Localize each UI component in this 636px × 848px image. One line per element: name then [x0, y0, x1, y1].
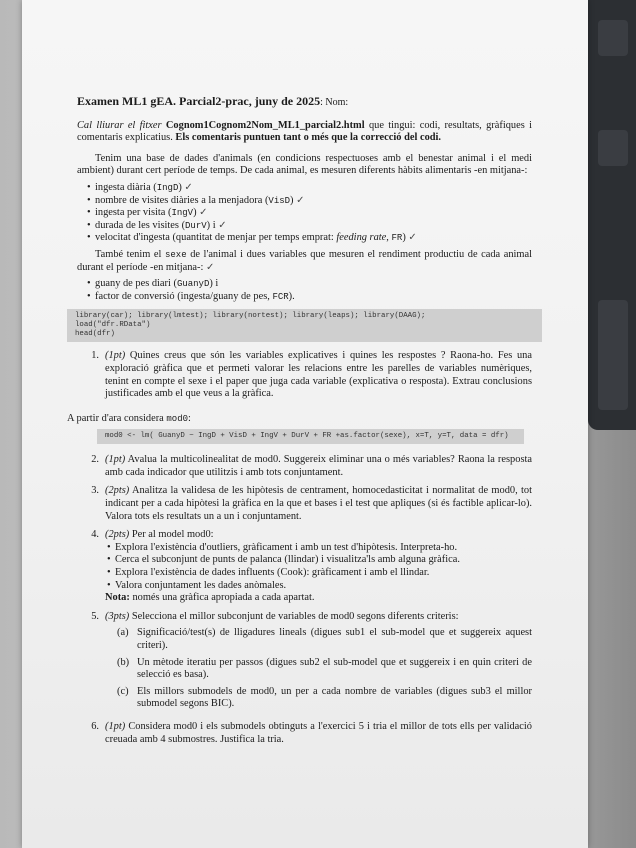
- intro-line1: Cal lliurar el fitxer: [77, 119, 162, 131]
- q4-items: [105, 542, 532, 592]
- list-item: • ingesta per visita (IngV) ✓: [87, 207, 532, 220]
- sub-text: Un mètode iteratiu per passos (digues sub2 el sub-model que et suggereix i en quin criteri de selecció es basa).: [137, 656, 532, 681]
- intro-bold: Els comentaris puntuen tant o més que la correcció del codi.: [175, 132, 442, 144]
- q4-note: [105, 592, 532, 605]
- title-text: Examen ML1 gEA. Parcial2-prac, juny de 2025: [77, 94, 321, 108]
- question-points: (2pts): [105, 529, 130, 541]
- habit-text: nombre de visites diàries a la menjadora: [95, 194, 263, 206]
- list-item: • nombre de visites diàries a la menjadora (VisD) ✓: [87, 195, 532, 208]
- habits-list: [77, 182, 532, 245]
- list-item: • guany de pes diari (GuanyD) i: [87, 278, 532, 291]
- sub-text: Significació/test(s) de lligadures lineals (digues sub1 el sub-model que et suggereix aquest criteri).: [137, 627, 532, 651]
- output-text: factor de conversió (ingesta/guany de pes,: [95, 290, 270, 302]
- check-mark-icon: ✓: [184, 181, 193, 193]
- question-points: (2pts): [105, 485, 130, 497]
- q5-sub-c: [117, 686, 532, 711]
- note-text: només una gràfica apropiada a cada apartat.: [132, 592, 315, 604]
- question-number: 4.: [91, 529, 99, 541]
- question-number: 5.: [91, 610, 99, 622]
- list-item: • Valora conjuntament les dades anòmales.: [107, 580, 532, 593]
- habit-code: FR: [391, 233, 403, 244]
- question-4: [77, 529, 532, 605]
- list-item: • Explora l'existència d'outliers, gràficament i amb un test d'hipòtesis. Interpreta-ho.: [107, 542, 532, 555]
- question-5: [77, 611, 532, 715]
- habit-code: IngD: [156, 182, 179, 193]
- habit-italic: feeding rate: [336, 232, 387, 244]
- from-now-code: mod0: [166, 413, 189, 424]
- output-text: guany de pes diari: [95, 278, 171, 290]
- output-code: FCR: [272, 291, 289, 302]
- from-now-note: [67, 413, 532, 426]
- sub-text: Els millors submodels de mod0, un per a cada nombre de variables (digues sub3 el millor submodel segons BIC).: [137, 685, 532, 710]
- output-tail: .: [292, 290, 295, 302]
- code-line: load("dfr.RData"): [75, 321, 151, 330]
- device-key: [598, 300, 628, 410]
- device-key: [598, 20, 628, 56]
- question-number: 1.: [91, 350, 99, 362]
- setup-code-block: [67, 309, 542, 342]
- check-mark-icon: ✓: [218, 219, 227, 231]
- list-item: • Cerca el subconjunt de punts de palanca (llindar) i visualitza'ls amb alguna gràfica.: [107, 554, 532, 567]
- list-item: • Explora l'existència de dades influents (Cook): gràficament i amb el llindar.: [107, 567, 532, 580]
- exam-sheet: [22, 0, 588, 848]
- list-item: • ingesta diària (IngD) ✓: [87, 182, 532, 195]
- check-mark-icon: ✓: [296, 194, 305, 206]
- list-item: • velocitat d'ingesta (quantitat de menjar per temps emprat: feeding rate, FR) ✓: [87, 232, 532, 245]
- submission-instructions: [77, 120, 532, 145]
- outputs-description: [77, 249, 532, 274]
- question-text: Analitza la validesa de les hipòtesis de centrament, homocedasticitat i normalitat de mod0, tot indicant per a cada hipòtesi la gràfica en la que et bases i el test que apliques (si és factible aplicar-lo). Valora tots els resultats un a un i conjuntament.: [105, 485, 532, 522]
- check-mark-icon: ✓: [199, 207, 208, 219]
- check-mark-icon: ✓: [205, 261, 215, 273]
- data-description: Tenim una base de dades d'animals (en condicions respectuoses amb el benestar animal i el medi ambient) durant cert període de temps. De cada animal, es mesuren diferents hàbits alimentaris -en mitjana-:: [77, 152, 532, 177]
- p2-a: També tenim el: [95, 248, 162, 260]
- question-text: Quines creus que són les variables explicatives i quines les respostes ? Raona-ho. Fes una exploració gràfica que et permeti valorar les relacions entre les parelles de variables numèriques, tenint en compte el sexe i el paper que juga cada variable (explicativa o resposta). Extrau conclusions justificades amb el que veus a la gràfica.: [105, 350, 532, 400]
- sub-label: (a): [117, 627, 129, 639]
- habit-text: ingesta diària: [95, 181, 151, 193]
- question-text: Per al model mod0:: [131, 529, 214, 541]
- intro-filename: Cognom1Cognom2Nom_ML1_parcial2.html: [165, 119, 365, 131]
- sub-label: (b): [117, 656, 130, 668]
- question-text: Avalua la multicolinealitat de mod0. Suggereix eliminar una o més variables? Raona la resposta amb cada indicador que utilitzis i amb tots conjuntament.: [105, 454, 532, 478]
- question-number: 3.: [91, 485, 99, 497]
- model-code-block: mod0 <- lm( GuanyD ~ IngD + VisD + IngV + DurV + FR +as.factor(sexe), x=T, y=T, data = dfr): [97, 429, 524, 444]
- device-key: [598, 130, 628, 166]
- p2-b: de l'animal i dues variables que mesuren el rendiment productiu de cada animal durant el període -en mitjana-:: [77, 248, 533, 273]
- check-mark-icon: ✓: [408, 232, 417, 244]
- question-points: (1pt): [105, 350, 126, 362]
- from-now-tail: :: [188, 412, 191, 424]
- code-line: head(dfr): [75, 330, 115, 339]
- output-code: GuanyD: [176, 279, 210, 290]
- habit-text: velocitat d'ingesta (quantitat de menjar per temps emprat:: [95, 232, 334, 244]
- exam-content: [67, 94, 533, 752]
- habit-code: VisD: [268, 195, 291, 206]
- habit-code: DurV: [185, 220, 207, 231]
- question-text: Considera mod0 i els submodels obtinguts a l'exercici 5 i tria el millor de tots ells per validació creuada amb 4 submostres. Justifica la tria.: [105, 720, 532, 745]
- q5-sub-a: [117, 627, 532, 652]
- intro-line2: que tingui: codi, resultats, gràfiques i comentaris explicatius.: [77, 119, 532, 144]
- habit-text: ingesta per visita: [95, 207, 166, 219]
- question-number: 2.: [91, 454, 99, 466]
- from-now-text: A partir d'ara considera: [67, 412, 164, 424]
- question-6: [77, 721, 532, 746]
- question-text: Selecciona el millor subconjunt de variables de mod0 segons diferents criteris:: [131, 610, 459, 622]
- sub-label: (c): [117, 685, 129, 697]
- question-3: [77, 485, 532, 523]
- question-points: (1pt): [105, 720, 126, 732]
- page-title: [77, 95, 532, 110]
- note-label: Nota:: [105, 592, 130, 604]
- list-item: • durada de les visites (DurV) i ✓: [87, 220, 532, 233]
- output-tail: i: [212, 278, 219, 290]
- p2-code: sexe: [165, 249, 187, 260]
- question-number: 6.: [91, 720, 99, 732]
- name-label: : Nom:: [320, 97, 349, 108]
- q5-sub-b: [117, 657, 532, 682]
- habit-text: durada de les visites: [95, 219, 179, 231]
- habit-code: IngV: [171, 208, 194, 219]
- laptop-edge: [588, 0, 636, 430]
- code-line: library(car); library(lmtest); library(nortest); library(leaps); library(DAAG);: [75, 312, 426, 321]
- question-1: [77, 350, 532, 400]
- outputs-list: [77, 278, 532, 303]
- question-2: [77, 454, 532, 479]
- question-points: (3pts): [105, 610, 130, 622]
- list-item: • factor de conversió (ingesta/guany de pes, FCR).: [87, 291, 532, 304]
- question-points: (1pt): [105, 454, 126, 466]
